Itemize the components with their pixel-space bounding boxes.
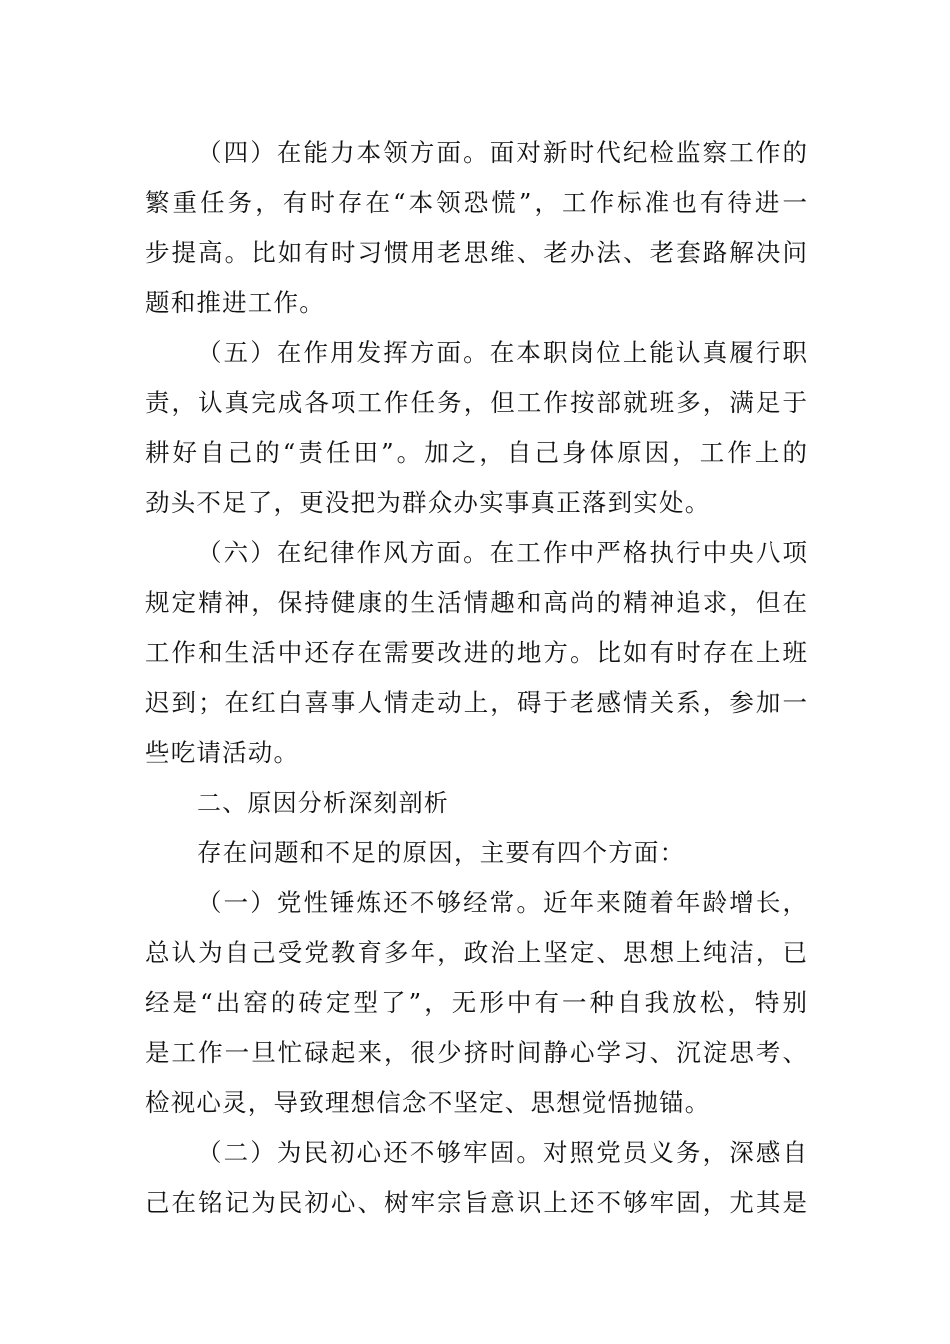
- paragraph-6-line-5: 些吃请活动。: [145, 738, 300, 767]
- paragraph-4-line-3: 步提高。比如有时习惯用老思维、老办法、老套路解决问: [145, 238, 807, 267]
- cause-2-line-1: （二）为民初心还不够牢固。对照党员义务，深感自: [197, 1138, 807, 1167]
- cause-1-line-5: 检视心灵，导致理想信念不坚定、思想觉悟抛锚。: [145, 1088, 711, 1117]
- cause-1-line-3: 经是“出窑的砖定型了”，无形中有一种自我放松，特别: [145, 988, 807, 1017]
- paragraph-5-line-2: 责，认真完成各项工作任务，但工作按部就班多，满足于: [145, 388, 807, 417]
- paragraph-5-line-1: （五）在作用发挥方面。在本职岗位上能认真履行职: [197, 338, 807, 367]
- paragraph-5-line-4: 劲头不足了，更没把为群众办实事真正落到实处。: [145, 488, 711, 517]
- paragraph-6-line-1: （六）在纪律作风方面。在工作中严格执行中央八项: [197, 538, 807, 567]
- document-body: [145, 128, 807, 1228]
- cause-1-line-4: 是工作一旦忙碌起来，很少挤时间静心学习、沉淀思考、: [145, 1038, 807, 1067]
- section-heading-cause-analysis: 二、原因分析深刻剖析: [197, 789, 449, 817]
- cause-1-line-1: （一）党性锤炼还不够经常。近年来随着年龄增长，: [197, 888, 807, 917]
- paragraph-6-line-3: 工作和生活中还存在需要改进的地方。比如有时存在上班: [145, 638, 807, 667]
- cause-2-line-2: 己在铭记为民初心、树牢宗旨意识上还不够牢固，尤其是: [145, 1188, 807, 1217]
- paragraph-6-line-4: 迟到；在红白喜事人情走动上，碍于老感情关系，参加一: [145, 688, 807, 717]
- section-intro-line: 存在问题和不足的原因，主要有四个方面：: [197, 838, 686, 867]
- paragraph-5-line-3: 耕好自己的“责任田”。加之，自己身体原因，工作上的: [145, 438, 807, 467]
- paragraph-4-line-2: 繁重任务，有时存在“本领恐慌”，工作标准也有待进一: [145, 188, 807, 217]
- cause-1-line-2: 总认为自己受党教育多年，政治上坚定、思想上纯洁，已: [145, 938, 807, 967]
- paragraph-4-line-1: （四）在能力本领方面。面对新时代纪检监察工作的: [197, 138, 807, 167]
- paragraph-6-line-2: 规定精神，保持健康的生活情趣和高尚的精神追求，但在: [145, 588, 807, 617]
- paragraph-4-line-4: 题和推进工作。: [145, 288, 325, 317]
